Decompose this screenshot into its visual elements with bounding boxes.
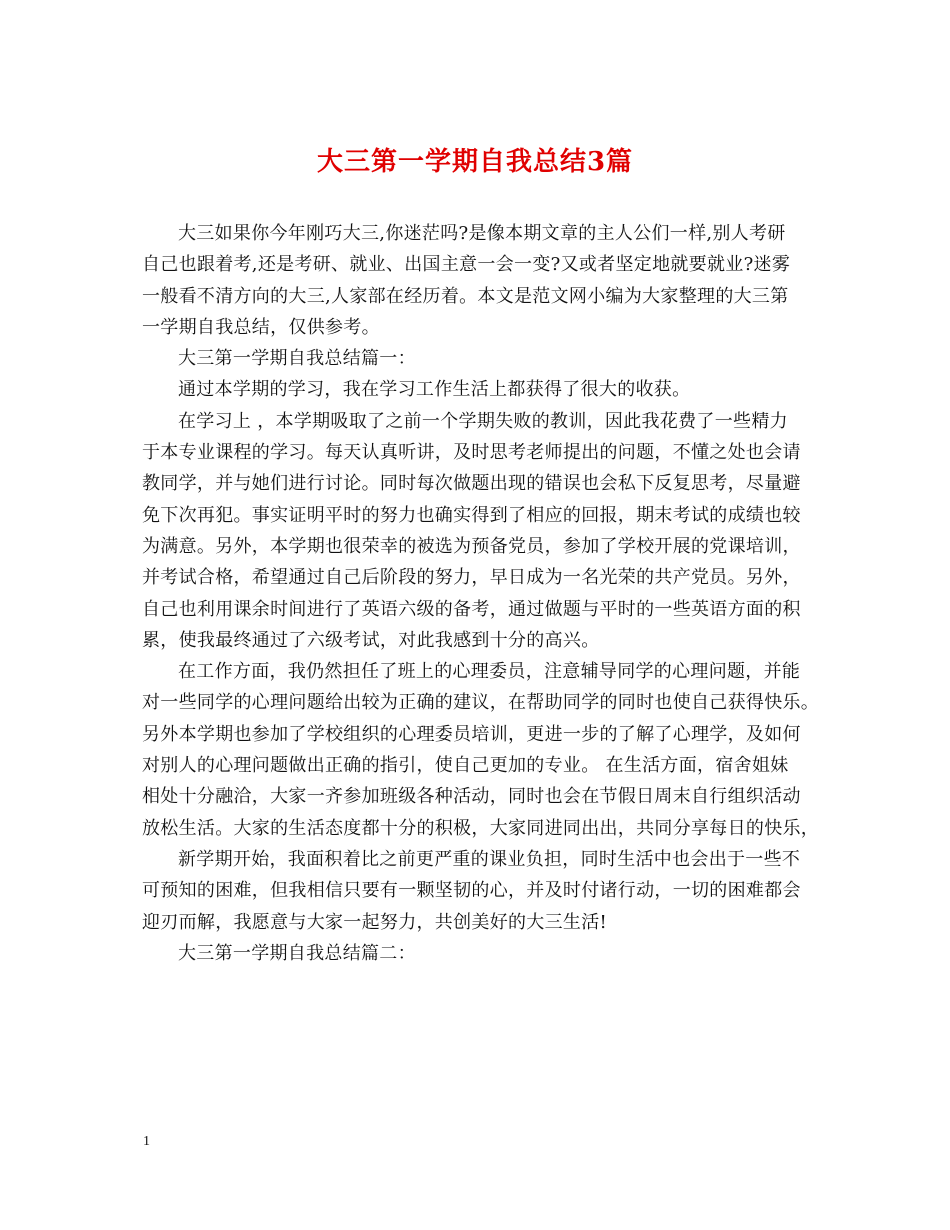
text-line: 自己也跟着考,还是考研、就业、出国主意一会一变?又或者坚定地就要就业?迷雾 [142,254,791,276]
text-line: 教同学，并与她们进行讨论。同时每次做题出现的错误也会私下反复思考，尽量避 [142,473,801,495]
document-body [142,218,820,969]
text-line: 在工作方面，我仍然担任了班上的心理委员，注意辅导同学的心理问题，并能 [178,661,801,683]
text-line: 放松生活。大家的生活态度都十分的积极，大家同进同出出，共同分享每日的快乐， [142,817,820,839]
text-line: 于本专业课程的学习。每天认真听讲，及时思考老师提出的问题，不懂之处也会请 [142,442,801,464]
text-line: 另外本学期也参加了学校组织的心理委员培训，更进一步的了解了心理学，及如何 [142,723,801,745]
section-heading: 大三第一学期自我总结篇一： [178,348,416,370]
text-line: 对别人的心理问题做出正确的指引，使自己更加的专业。 在生活方面，宿舍姐妹 [142,755,789,777]
text-line: 相处十分融洽，大家一齐参加班级各种活动，同时也会在节假日周末自行组织活动 [142,786,801,808]
text-line: 在学习上 ，本学期吸取了之前一个学期失败的教训，因此我花费了一些精力 [178,410,788,432]
text-line: 自己也利用课余时间进行了英语六级的备考，通过做题与平时的一些英语方面的积 [142,598,801,620]
text-line: 免下次再犯。事实证明平时的努力也确实得到了相应的回报，期末考试的成绩也较 [142,504,801,526]
text-line: 并考试合格，希望通过自己后阶段的努力，早日成为一名光荣的共产党员。另外， [142,567,801,589]
text-line: 通过本学期的学习，我在学习工作生活上都获得了很大的收获。 [178,379,691,401]
text-line: 一般看不清方向的大三,人家部在经历着。本文是范文网小编为大家整理的大三第 [142,285,789,307]
text-line: 为满意。另外，本学期也很荣幸的被选为预备党员，参加了学校开展的党课培训， [142,535,801,557]
page-number: 1 [143,1134,150,1149]
text-line: 大三如果你今年刚巧大三,你迷茫吗?是像本期文章的主人公们一样,别人考研 [178,223,786,244]
text-line: 可预知的困难，但我相信只要有一颗坚韧的心，并及时付诸行动，一切的困难都会 [142,880,801,902]
section-heading: 大三第一学期自我总结篇二： [178,942,416,964]
text-line: 一学期自我总结，仅供参考。 [142,316,380,338]
document-title: 大三第一学期自我总结3篇 [316,147,634,177]
text-line: 对一些同学的心理问题给出较为正确的建议，在帮助同学的同时也使自己获得快乐。 [142,692,820,714]
text-line: 迎刃而解，我愿意与大家一起努力，共创美好的大三生活! [142,911,608,933]
text-line: 新学期开始，我面积着比之前更严重的课业负担，同时生活中也会出于一些不 [178,848,801,870]
text-line: 累，使我最终通过了六级考试，对此我感到十分的高兴。 [142,629,600,651]
